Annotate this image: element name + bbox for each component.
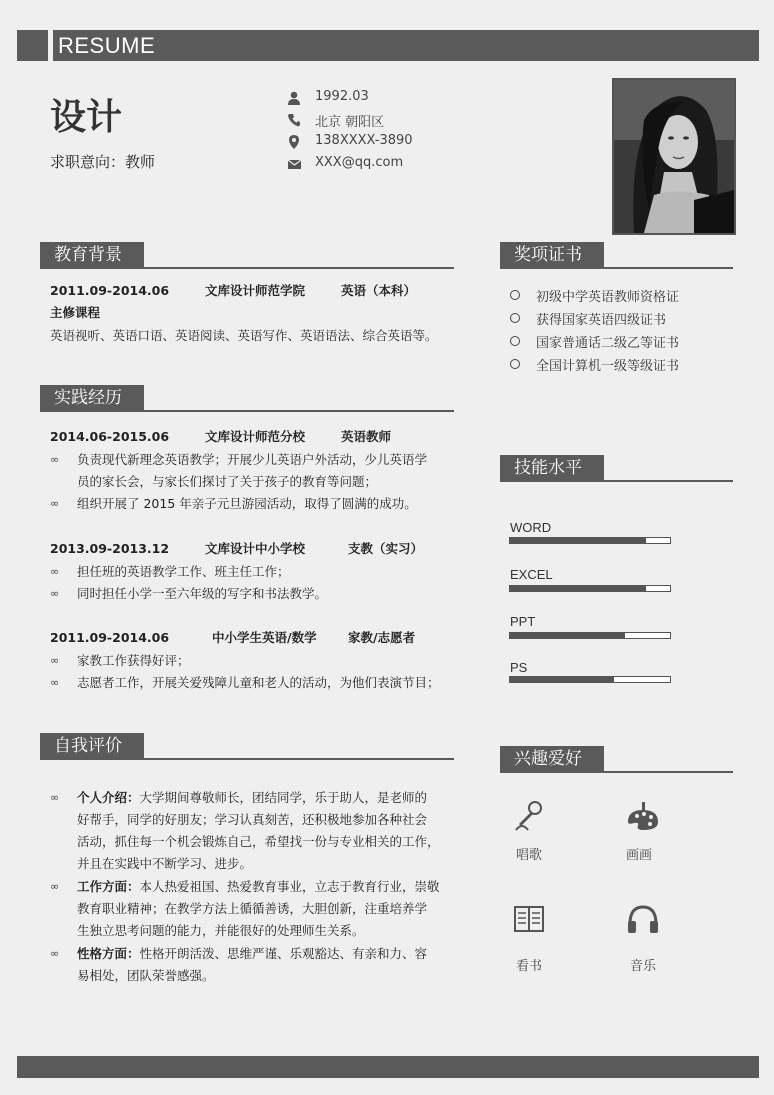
bullet-icon: ∞ [50,676,60,689]
job-intent: 求职意向：教师 [50,153,156,171]
skill-fill [510,538,646,543]
edu-major: 英语（本科） [341,283,417,298]
skill-fill [510,677,614,682]
skill-fill [510,633,625,638]
practice-bullet: 志愿者工作，开展关爱残障儿童和老人的活动，为他们表演节目； [77,675,440,690]
self-eval-line: 好帮手，同学的好朋友；学习认真刻苦，还积极地参加各种社会 [77,812,428,827]
practice-bullet: 员的家长会，与家长们探讨了关于孩子的教育等问题； [77,474,378,489]
skill-name: PS [510,660,528,675]
practice-org: 中小学生英语/数学 [212,630,317,645]
bullet-icon: ∞ [50,587,60,600]
phone-icon [288,113,300,127]
resume-title: RESUME [58,33,156,58]
practice-bullet: 担任班的英语教学工作、班主任工作； [77,564,290,579]
section-title: 技能水平 [500,455,604,481]
edu-courses: 英语视听、英语口语、英语阅读、英语写作、英语语法、综合英语等。 [50,328,438,343]
circle-bullet-icon [510,290,520,300]
skill-name: PPT [510,614,536,629]
bullet-icon: ∞ [50,880,60,893]
section-self-eval [40,733,454,760]
practice-period: 2013.09-2013.12 [50,541,170,556]
practice-role: 家教/志愿者 [348,630,416,645]
book-icon [514,905,544,933]
footer-bar [17,1056,759,1078]
practice-bullet: 家教工作获得好评； [77,653,190,668]
bullet-icon: ∞ [50,791,60,804]
self-eval-line: 易相处，团队荣誉感强。 [77,968,215,983]
self-eval-line: 教育职业精神；在教学方法上循循善诱，大胆创新，注重培养学 [77,901,428,916]
hobby-label: 唱歌 [516,848,543,863]
practice-bullet: 同时担任小学一至六年级的写字和书法教学。 [77,586,328,601]
hobby-label: 画画 [626,848,653,863]
skill-bar [509,537,671,544]
practice-bullet: 负责现代新理念英语教学；开展少儿英语户外活动，少儿英语学 [77,452,428,467]
location-pin-icon [288,135,300,149]
circle-bullet-icon [510,359,520,369]
header-square [17,30,48,61]
practice-bullet: 组织开展了 2015 年亲子元旦游园活动，取得了圆满的成功。 [77,496,417,511]
palette-icon [626,800,660,832]
skill-bar [509,676,671,683]
practice-org: 文库设计中小学校 [205,541,306,556]
skill-name: WORD [510,520,552,535]
skill-bar [509,632,671,639]
bullet-icon: ∞ [50,453,60,466]
practice-period: 2014.06-2015.06 [50,429,170,444]
practice-role: 支教（实习） [348,541,424,556]
section-title: 奖项证书 [500,242,604,268]
self-eval-line: 活动，抓住每一个机会锻炼自己，希望找一份与专业相关的工作， [77,834,440,849]
practice-role: 英语教师 [341,429,392,444]
section-title: 教育背景 [40,242,144,268]
award-item: 国家普通话二级乙等证书 [536,336,680,351]
practice-period: 2011.09-2014.06 [50,630,170,645]
skill-name: EXCEL [510,567,553,582]
header-bar [53,30,759,61]
award-item: 初级中学英语教师资格证 [536,290,680,305]
section-title: 实践经历 [40,385,144,411]
hobby-label: 音乐 [630,959,657,974]
headphones-icon [626,904,660,934]
self-eval-line: 工作方面：本人热爱祖国、热爱教育事业，立志于教育行业，崇敬 [77,879,440,894]
award-item: 获得国家英语四级证书 [536,313,667,328]
skill-fill [510,586,646,591]
edu-period: 2011.09-2014.06 [50,283,170,298]
section-skills [500,455,733,482]
self-eval-line: 并且在实践中不断学习、进步。 [77,856,253,871]
award-item: 全国计算机一级等级证书 [536,359,680,374]
section-practice [40,385,454,412]
edu-courses-label: 主修课程 [50,305,101,320]
circle-bullet-icon [510,336,520,346]
self-eval-line: 个人介绍：大学期间尊敬师长，团结同学，乐于助人，是老师的 [77,790,428,805]
self-eval-line: 生独立思考问题的能力，并能很好的处理师生关系。 [77,923,365,938]
section-awards [500,242,733,269]
profile-photo [612,78,736,235]
person-icon [288,91,300,105]
bullet-icon: ∞ [50,654,60,667]
bullet-icon: ∞ [50,947,60,960]
skill-bar [509,585,671,592]
practice-org: 文库设计师范分校 [205,429,306,444]
circle-bullet-icon [510,313,520,323]
hobby-label: 看书 [516,959,543,974]
edu-school: 文库设计师范学院 [205,283,306,298]
bullet-icon: ∞ [50,497,60,510]
microphone-icon [514,800,544,832]
section-hobbies [500,746,733,773]
self-eval-line: 性格方面：性格开朗活泼、思维严谨、乐观豁达、有亲和力、容 [77,946,428,961]
section-title: 自我评价 [40,733,144,759]
bullet-icon: ∞ [50,565,60,578]
section-education [40,242,454,269]
mail-icon [288,157,301,171]
section-title: 兴趣爱好 [500,746,604,772]
candidate-name: 设计 [50,97,123,138]
